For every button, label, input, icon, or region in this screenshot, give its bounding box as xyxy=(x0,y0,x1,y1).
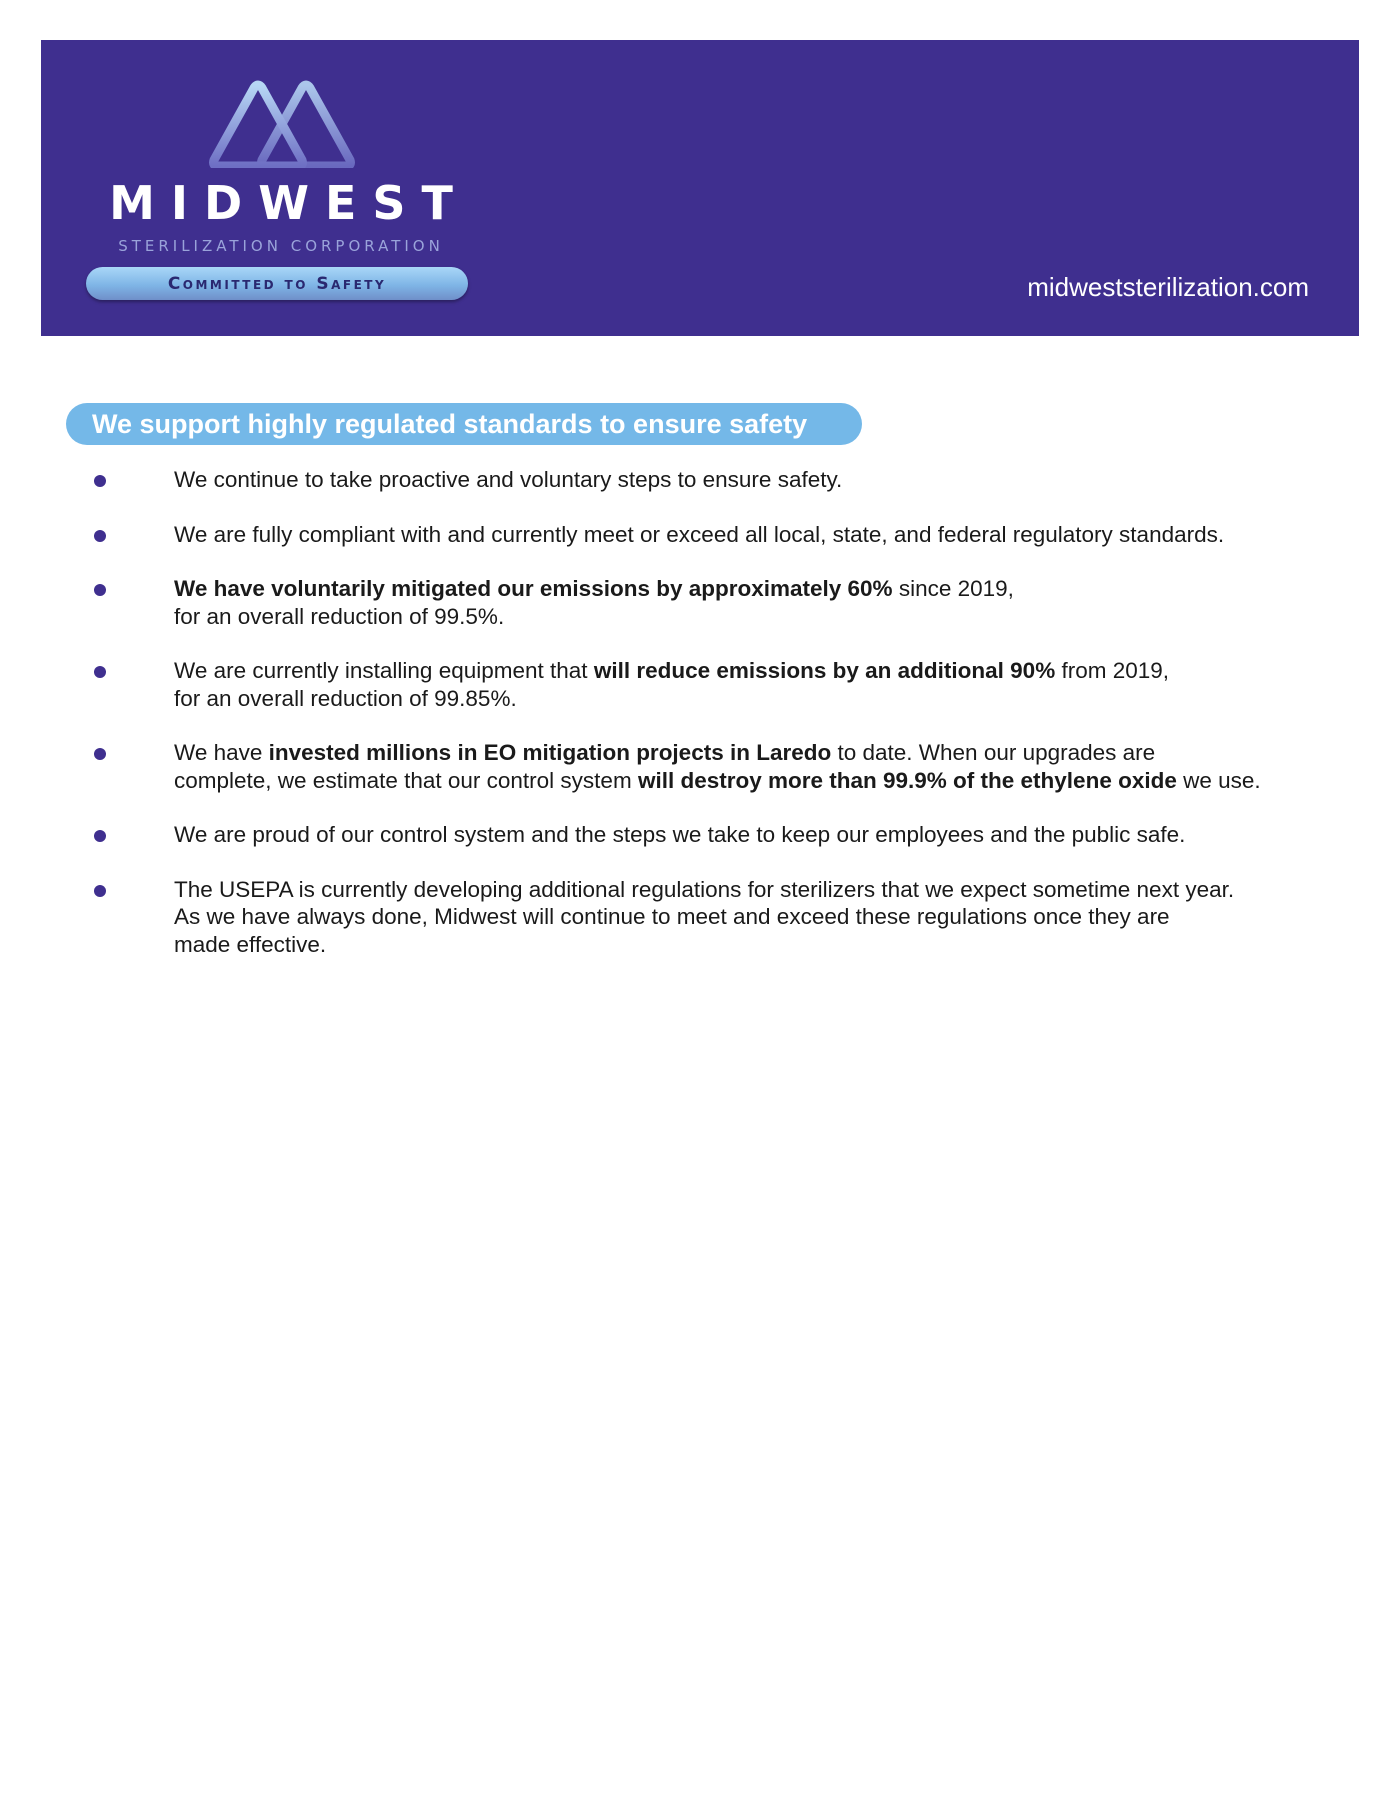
tagline-badge xyxy=(86,267,468,300)
tagline-text: Committed to Safety xyxy=(167,273,387,294)
bullet-line xyxy=(174,903,1340,931)
bullet-line xyxy=(174,603,1340,631)
bullet-item xyxy=(0,821,1400,849)
bullet-line xyxy=(174,821,1340,849)
bullet-segment: The USEPA is currently developing additional regulations for sterilizers that we expect sometime next year. xyxy=(174,876,1235,902)
bullet-emphasis: invested millions in EO mitigation projects in Laredo xyxy=(268,740,832,765)
bullet-segment: We are fully compliant with and currently meet or exceed all local, state, and federal regulatory standards. xyxy=(174,521,1225,547)
bullet-dot-icon xyxy=(94,885,106,897)
bullet-text xyxy=(174,739,1340,794)
section-title: We support highly regulated standards to ensure safety xyxy=(92,408,808,439)
bullet-text xyxy=(174,821,1340,849)
bullet-dot-icon xyxy=(94,530,106,542)
bullet-segment: for an overall reduction of 99.5%. xyxy=(174,603,505,629)
bullet-segment: complete, we estimate that our control system xyxy=(174,767,638,793)
bullet-line xyxy=(174,739,1340,767)
bullet-dot-icon xyxy=(94,830,106,842)
bullet-dot-icon xyxy=(94,748,106,760)
bullet-item xyxy=(0,739,1400,794)
bullet-emphasis: will reduce emissions by an additional 90% xyxy=(593,658,1056,683)
bullet-segment: from 2019, xyxy=(1055,658,1170,683)
bullet-list xyxy=(0,466,1400,985)
bullet-line xyxy=(174,876,1340,904)
bullet-item xyxy=(0,876,1400,959)
bullet-text xyxy=(174,466,1340,494)
section-heading xyxy=(66,403,862,445)
bullet-line xyxy=(174,575,1340,603)
bullet-segment: We continue to take proactive and voluntary steps to ensure safety. xyxy=(174,467,843,492)
bullet-segment: since 2019, xyxy=(892,576,1014,601)
bullet-line xyxy=(174,466,1340,494)
midwest-logo-icon xyxy=(206,78,358,168)
header-banner xyxy=(41,40,1359,336)
website-link[interactable]: midweststerilization.com xyxy=(1027,272,1309,302)
bullet-line xyxy=(174,931,1340,959)
bullet-text xyxy=(174,521,1340,549)
bullet-segment: As we have always done, Midwest will continue to meet and exceed these regulations once they are xyxy=(174,904,1170,929)
bullet-line xyxy=(174,657,1340,685)
bullet-emphasis: will destroy more than 99.9% of the ethylene oxide xyxy=(637,767,1177,793)
bullet-text xyxy=(174,657,1340,712)
bullet-text xyxy=(174,876,1340,959)
bullet-emphasis: We have voluntarily mitigated our emissions by approximately 60% xyxy=(174,576,893,601)
bullet-segment: to date. When our upgrades are xyxy=(831,740,1156,765)
bullet-item xyxy=(0,521,1400,549)
bullet-item xyxy=(0,657,1400,712)
bullet-dot-icon xyxy=(94,584,106,596)
bullet-line xyxy=(174,767,1340,795)
bullet-text xyxy=(174,575,1340,630)
brand-name: MIDWEST xyxy=(109,176,469,230)
bullet-line xyxy=(174,685,1340,713)
bullet-item xyxy=(0,575,1400,630)
bullet-dot-icon xyxy=(94,666,106,678)
bullet-segment: we use. xyxy=(1176,767,1261,793)
bullet-item xyxy=(0,466,1400,494)
brand-subtitle: STERILIZATION CORPORATION xyxy=(118,237,444,255)
bullet-segment: made effective. xyxy=(174,931,327,957)
bullet-line xyxy=(174,521,1340,549)
bullet-segment: We are currently installing equipment that xyxy=(174,658,594,683)
bullet-segment: for an overall reduction of 99.85%. xyxy=(174,685,517,711)
bullet-dot-icon xyxy=(94,475,106,487)
bullet-segment: We have xyxy=(174,740,269,765)
bullet-segment: We are proud of our control system and the steps we take to keep our employees and the public safe. xyxy=(174,822,1186,847)
